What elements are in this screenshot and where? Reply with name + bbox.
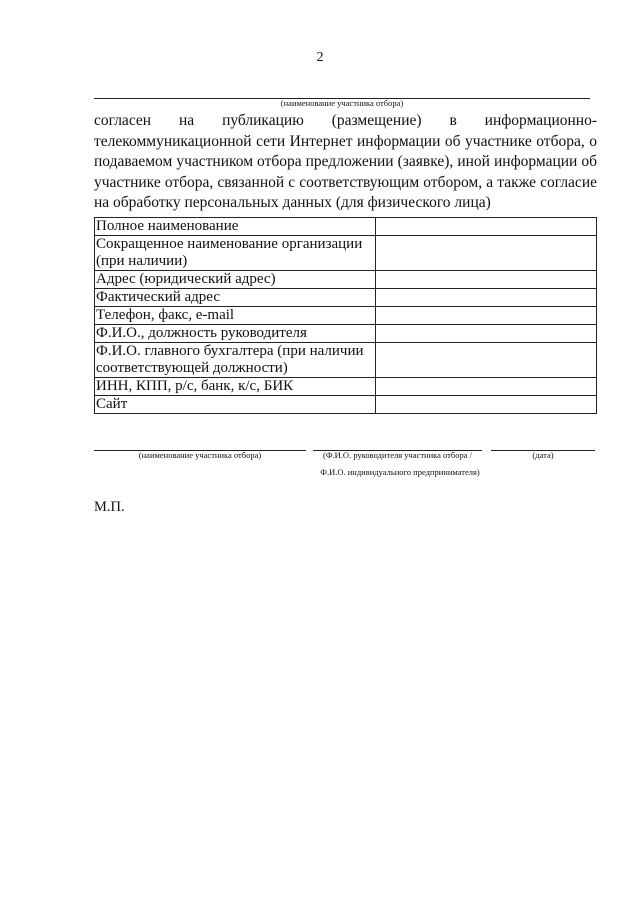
participant-signature-caption: (наименование участника отбора): [138, 450, 262, 460]
row-value: [376, 271, 597, 289]
date-caption: (дата): [532, 450, 554, 460]
table-row: [95, 343, 597, 378]
table-row: [95, 396, 597, 414]
row-label: Полное наименование: [95, 218, 376, 236]
row-label: Ф.И.О. главного бухгалтера (при наличии соответствующей должности): [95, 343, 376, 378]
row-value: [376, 325, 597, 343]
row-label: Адрес (юридический адрес): [95, 271, 376, 289]
head-signature-caption-second-line: Ф.И.О. индивидуального предпринимателя): [320, 467, 480, 477]
head-signature-caption: (Ф.И.О. руководителя участника отбора /: [323, 450, 472, 460]
table-row: [95, 289, 597, 307]
page-number: 2: [316, 50, 324, 65]
table-row: [95, 378, 597, 396]
row-label: Фактический адрес: [95, 289, 376, 307]
row-value: [376, 218, 597, 236]
table-row: [95, 218, 597, 236]
row-label: Сайт: [95, 396, 376, 414]
row-label: Телефон, факс, e-mail: [95, 307, 376, 325]
row-label: ИНН, КПП, р/с, банк, к/с, БИК: [95, 378, 376, 396]
participant-name-caption: (наименование участника отбора): [280, 98, 404, 108]
participant-info-table: [94, 217, 597, 414]
table-row: [95, 271, 597, 289]
table-row: [95, 307, 597, 325]
row-label: Сокращенное наименование организации (при наличии): [95, 236, 376, 271]
table-row: [95, 325, 597, 343]
row-value: [376, 378, 597, 396]
row-value: [376, 236, 597, 271]
row-value: [376, 289, 597, 307]
row-value: [376, 396, 597, 414]
row-label: Ф.И.О., должность руководителя: [95, 325, 376, 343]
consent-paragraph: согласен на публикацию (размещение) в информационно-телекоммуникационной сети Интернет информации об участнике отбора, о подаваемом участником отбора предложении (заявке), иной информации об участнике отбора, связанной с соответствующим отбором, а также согласие на обработку персональных данных (для физического лица): [94, 112, 597, 211]
row-value: [376, 343, 597, 378]
stamp-placeholder: М.П.: [94, 499, 125, 515]
table-row: [95, 236, 597, 271]
row-value: [376, 307, 597, 325]
